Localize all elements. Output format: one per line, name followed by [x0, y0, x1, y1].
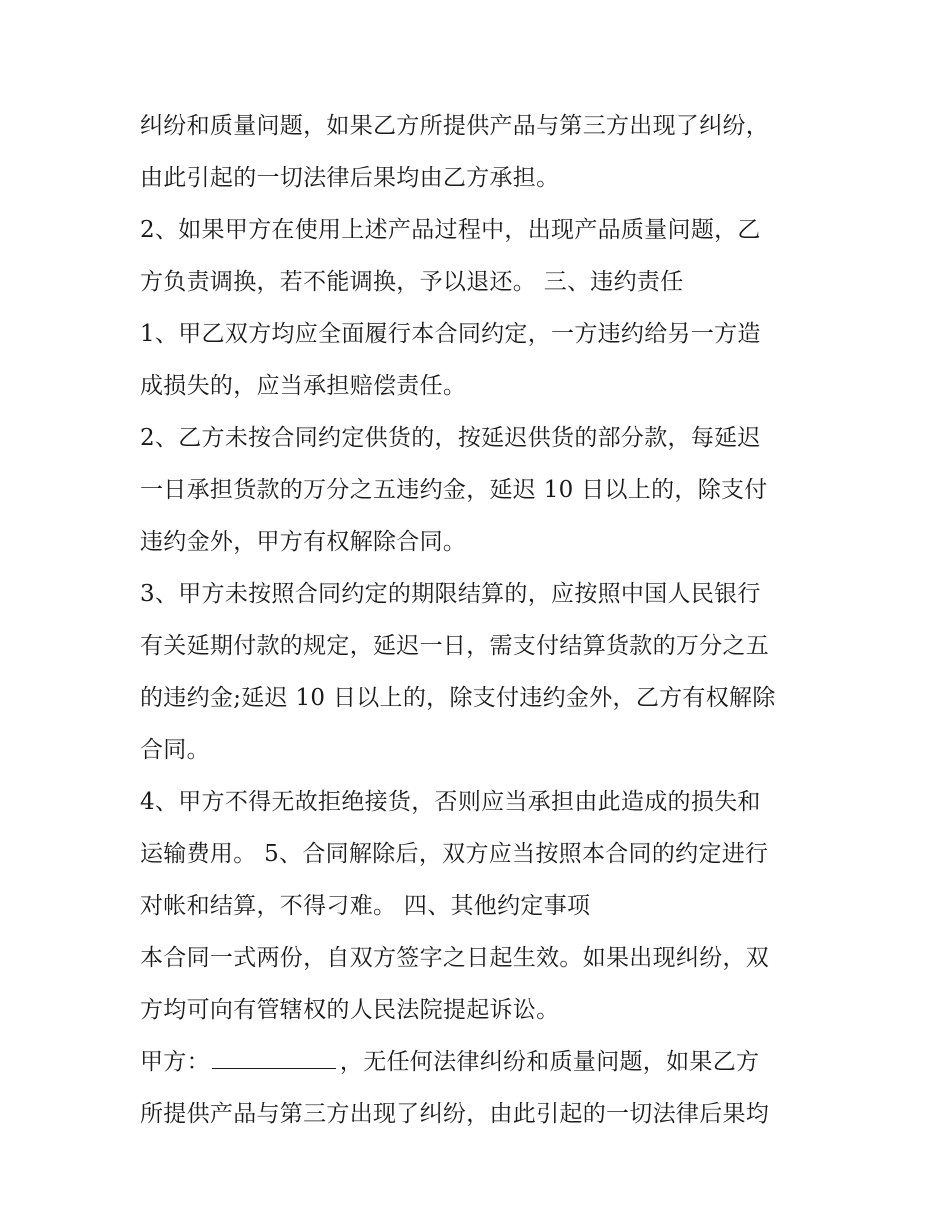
signature-line: [140, 1036, 820, 1088]
contract-text: [140, 100, 820, 1140]
text-line: 一日承担货款的万分之五违约金，延迟 10 日以上的，除支付: [140, 477, 768, 503]
text-line: 有关延期付款的规定，延迟一日，需支付结算货款的万分之五: [140, 633, 770, 659]
text-line: 2、如果甲方在使用上述产品过程中，出现产品质量问题，乙: [140, 217, 761, 243]
text-line: 2、乙方未按合同约定供货的，按延迟供货的部分款，每延迟: [140, 425, 761, 451]
text-line: 方均可向有管辖权的人民法院提起诉讼。: [140, 997, 560, 1023]
text-line: 运输费用。 5、合同解除后，双方应当按照本合同的约定进行: [140, 841, 769, 867]
party-a-label: 甲方：: [140, 1049, 210, 1075]
text-line: 的违约金;延迟 10 日以上的，除支付违约金外，乙方有权解除: [140, 685, 776, 711]
signature-line-rest: ，无任何法律纠纷和质量问题，如果乙方: [339, 1049, 760, 1075]
text-line: 成损失的，应当承担赔偿责任。: [140, 373, 467, 399]
text-line: 3、甲方未按照合同约定的期限结算的，应按照中国人民银行: [140, 581, 761, 607]
text-line: 纠纷和质量问题，如果乙方所提供产品与第三方出现了纠纷，: [140, 113, 770, 139]
text-line: 所提供产品与第三方出现了纠纷，由此引起的一切法律后果均: [140, 1101, 770, 1127]
party-a-blank-field[interactable]: [212, 1042, 336, 1069]
text-line: 本合同一式两份，自双方签字之日起生效。如果出现纠纷，双: [140, 945, 770, 971]
text-line: 方负责调换，若不能调换，予以退还。 三、违约责任: [140, 269, 684, 295]
text-line: 4、甲方不得无故拒绝接货，否则应当承担由此造成的损失和: [140, 789, 761, 815]
text-line: 合同。: [140, 737, 210, 763]
text-line: 违约金外，甲方有权解除合同。: [140, 529, 467, 555]
text-line: 1、甲乙双方均应全面履行本合同约定，一方违约给另一方造: [140, 321, 761, 347]
text-line: 由此引起的一切法律后果均由乙方承担。: [140, 165, 560, 191]
text-line: 对帐和结算，不得刁难。 四、其他约定事项: [140, 893, 591, 919]
